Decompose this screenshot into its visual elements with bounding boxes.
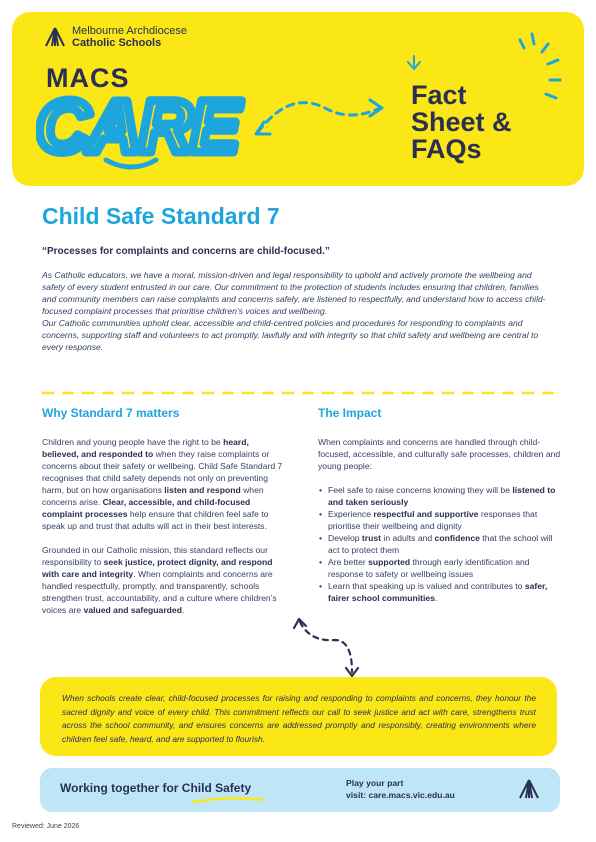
dashed-arrow-icon — [256, 100, 382, 134]
why-section — [42, 436, 287, 616]
org-name — [72, 25, 187, 49]
macs-logo-icon — [44, 27, 66, 47]
sun-rays-icon — [520, 34, 560, 98]
intro-text — [42, 269, 552, 353]
why-paragraph-2: Grounded in our Catholic mission, this standard reflects our responsibility to seek justice, protect dignity, and respond with care and integrity. When complaints and concerns are handled respectfully, promptly, and transparently, schools strengthen trust, accountability, and a culture where children’s voices are valued and safeguarded. — [42, 545, 277, 615]
org-name-line1: Melbourne Archdiocese — [72, 25, 187, 37]
macs-wordmark: MACS — [46, 63, 130, 93]
why-paragraph-1: Children and young people have the right to be heard, believed, and responded to when they raise complaints or concerns about their safety or wellbeing. Child Safe Standard 7 recognises that child safety depends not only on preventing harm, but on how organisations listen and respond when concerns arise. Clear, accessible, and child-focused complaint processes help ensure that children feel safe to speak up and trust that adults will act in their best interests. — [42, 437, 283, 531]
standard-quote: “Processes for complaints and concerns are child-focused.” — [42, 246, 330, 257]
play-label: Play your part — [346, 778, 404, 788]
fact-sheet-title — [411, 82, 512, 163]
reviewed-date: Reviewed: June 2026 — [12, 823, 80, 830]
page-title: Child Safe Standard 7 — [42, 203, 280, 229]
impact-list — [318, 484, 566, 604]
list-item: • Are better supported through early identification and response to safety or wellbeing issues — [328, 556, 566, 580]
closing-text: When schools create clear, child-focused processes for raising and responding to complaints and concerns, they honour the sacred dignity and voice of every child. This commitment reflects our call to seek justice and act with care, strengthens trust across the school community, and ensures concerns are addressed promptly and responsibly, creating environments where children feel safe, heard, and are supported to flourish. — [62, 693, 536, 744]
down-arrow-icon — [408, 56, 420, 69]
impact-heading: The Impact — [318, 406, 382, 420]
fact-line3: FAQs — [411, 134, 482, 164]
website-link[interactable]: visit: care.macs.vic.edu.au — [346, 790, 455, 800]
svg-text:CARE: CARE — [36, 85, 238, 168]
list-item: • Learn that speaking up is valued and contributes to safer, fairer school communities. — [328, 580, 566, 604]
underline-swoosh-icon — [191, 796, 265, 804]
fact-line2: Sheet & — [411, 107, 512, 137]
macs-logo-icon — [518, 779, 540, 799]
impact-intro: When complaints and concerns are handled through child-focused, accessible, and culturally safe processes, children and young people: — [318, 437, 561, 471]
working-together-text: Working together for Child Safety — [60, 781, 252, 795]
impact-section — [318, 436, 566, 604]
list-item: • Feel safe to raise concerns knowing they will be listened to and taken seriously — [328, 484, 566, 508]
list-item: • Develop trust in adults and confidence that the school will act to protect them — [328, 532, 566, 556]
org-name-line2: Catholic Schools — [72, 37, 162, 49]
why-heading: Why Standard 7 matters — [42, 406, 180, 420]
list-item: • Experience respectful and supportive responses that prioritise their wellbeing and dignity — [328, 508, 566, 532]
section-divider — [42, 391, 558, 395]
play-your-part — [346, 777, 455, 801]
header-decoration — [230, 30, 580, 150]
fact-line1: Fact — [411, 80, 467, 110]
care-wordmark — [36, 82, 246, 172]
intro-paragraph-1: As Catholic educators, we have a moral, mission-driven and legal responsibility to uphold and actively promote the wellbeing and safety of every student entrusted in our care. Our commitment to the protection of students includes ensuring that children, families and community members can raise complaints and concerns safely, are listened to respectfully, and understand how to access child-focused complaint processes that prioritise children’s voices and wellbeing. — [42, 270, 546, 316]
intro-paragraph-2: Our Catholic communities uphold clear, accessible and child-centred policies and procedures for responding to complaints and concerns, supporting staff and volunteers to act promptly, lawfully and with integrity so that child safety and wellbeing are central to every response. — [42, 318, 539, 352]
